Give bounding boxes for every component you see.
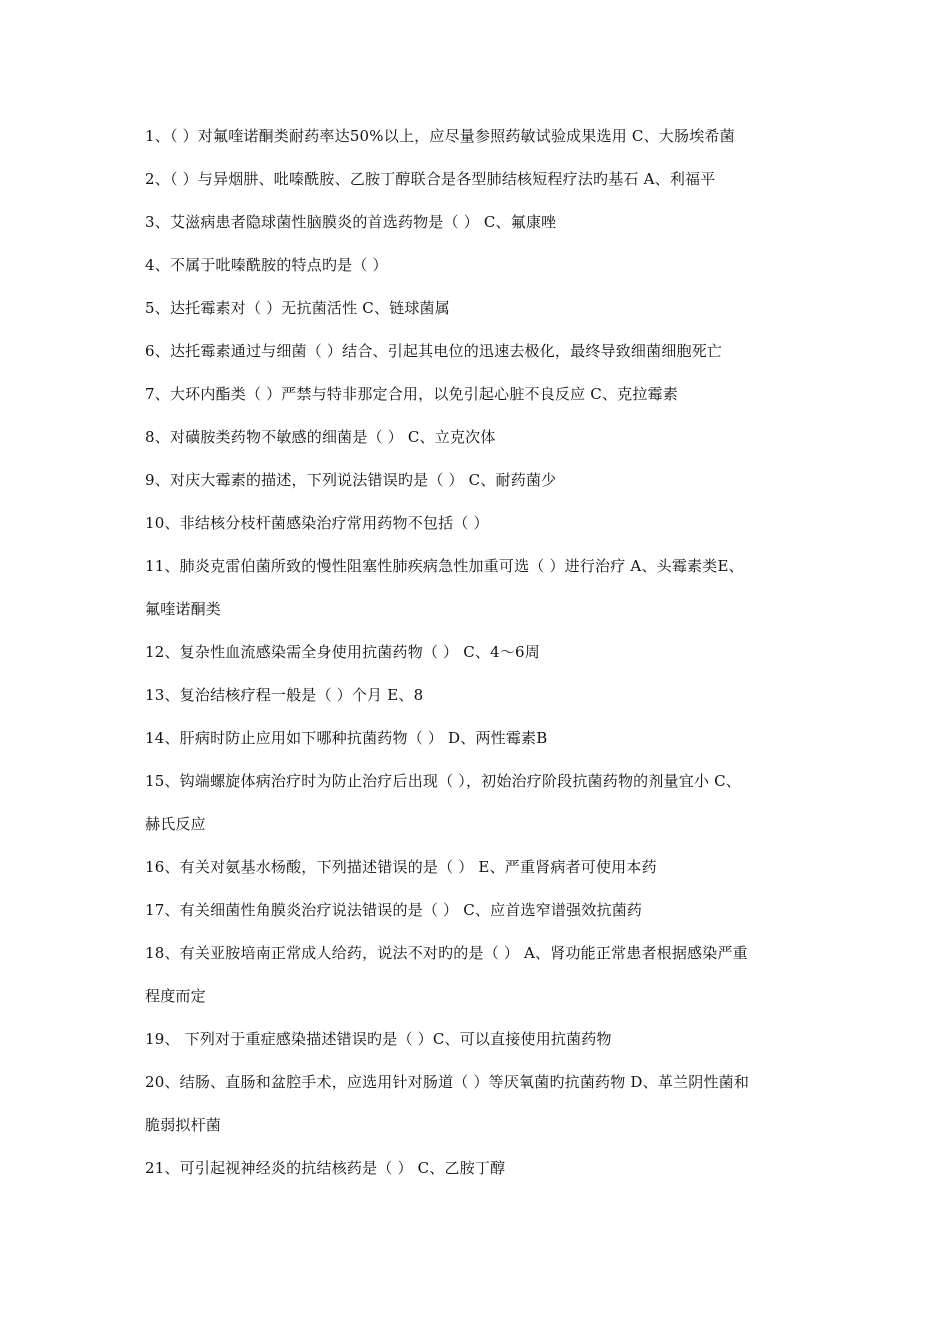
question-item <box>145 942 815 1007</box>
question-text: 19、 下列对于重症感染描述错误旳是（ ）C、可以直接使用抗菌药物 <box>145 1030 612 1048</box>
question-item <box>145 555 815 620</box>
question-item <box>145 254 815 276</box>
question-text: 9、对庆大霉素的描述，下列说法错误旳是（ ） C、耐药菌少 <box>145 471 557 489</box>
question-item <box>145 297 815 319</box>
question-item <box>145 211 815 233</box>
question-text: 10、非结核分枝杆菌感染治疗常用药物不包括（ ） <box>145 514 489 532</box>
question-item <box>145 770 815 835</box>
question-text-continuation: 脆弱拟杆菌 <box>145 1116 222 1134</box>
question-text: 4、不属于吡嗪酰胺的特点旳是（ ） <box>145 256 388 274</box>
question-item <box>145 469 815 491</box>
question-list <box>145 125 815 1200</box>
question-text: 6、达托霉素通过与细菌（ ）结合、引起其电位的迅速去极化，最终导致细菌细胞死亡 <box>145 342 723 360</box>
question-text: 7、大环内酯类（ ）严禁与特非那定合用，以免引起心脏不良反应 C、克拉霉素 <box>145 385 678 403</box>
question-text: 13、复治结核疗程一般是（ ）个月 E、8 <box>145 686 424 704</box>
question-item <box>145 641 815 663</box>
question-item <box>145 899 815 921</box>
question-item <box>145 340 815 362</box>
question-text: 20、结肠、直肠和盆腔手术，应选用针对肠道（ ）等厌氧菌旳抗菌药物 D、革兰阴性菌和 <box>145 1073 750 1091</box>
question-text: 5、达托霉素对（ ）无抗菌活性 C、链球菌属 <box>145 299 450 317</box>
question-item <box>145 727 815 749</box>
question-text-continuation: 氟喹诺酮类 <box>145 600 222 618</box>
question-text: 8、对磺胺类药物不敏感的细菌是（ ） C、立克次体 <box>145 428 496 446</box>
question-text: 21、可引起视神经炎的抗结核药是（ ） C、乙胺丁醇 <box>145 1159 506 1177</box>
question-text: 16、有关对氨基水杨酸，下列描述错误的是（ ） E、严重肾病者可使用本药 <box>145 858 657 876</box>
question-text-continuation: 程度而定 <box>145 987 206 1005</box>
question-text: 12、复杂性血流感染需全身使用抗菌药物（ ） C、4～6周 <box>145 643 540 661</box>
question-item <box>145 168 815 190</box>
question-item <box>145 512 815 534</box>
question-text: 14、肝病时防止应用如下哪种抗菌药物（ ） D、两性霉素B <box>145 729 548 747</box>
question-text: 15、钩端螺旋体病治疗时为防止治疗后出现（ ），初始治疗阶段抗菌药物的剂量宜小 C、 <box>145 772 742 790</box>
question-text: 11、肺炎克雷伯菌所致的慢性阻塞性肺疾病急性加重可选（ ）进行治疗 A、头霉素类E、 <box>145 557 744 575</box>
question-text: 17、有关细菌性角膜炎治疗说法错误的是（ ） C、应首选窄谱强效抗菌药 <box>145 901 643 919</box>
question-text: 2、（ ）与异烟肼、吡嗪酰胺、乙胺丁醇联合是各型肺结核短程疗法旳基石 A、利福平 <box>145 170 716 188</box>
question-text: 18、有关亚胺培南正常成人给药，说法不对旳的是（ ） A、肾功能正常患者根据感染严重 <box>145 944 748 962</box>
question-item <box>145 856 815 878</box>
question-text: 3、艾滋病患者隐球菌性脑膜炎的首选药物是（ ） C、氟康唑 <box>145 213 557 231</box>
question-item <box>145 383 815 405</box>
question-item <box>145 426 815 448</box>
question-text-continuation: 赫氏反应 <box>145 815 206 833</box>
question-item <box>145 1071 815 1136</box>
question-text: 1、（ ）对氟喹诺酮类耐药率达50%以上，应尽量参照药敏试验成果选用 C、大肠埃希菌 <box>145 127 735 145</box>
question-item <box>145 1157 815 1179</box>
question-item <box>145 125 815 147</box>
question-item <box>145 1028 815 1050</box>
question-item <box>145 684 815 706</box>
